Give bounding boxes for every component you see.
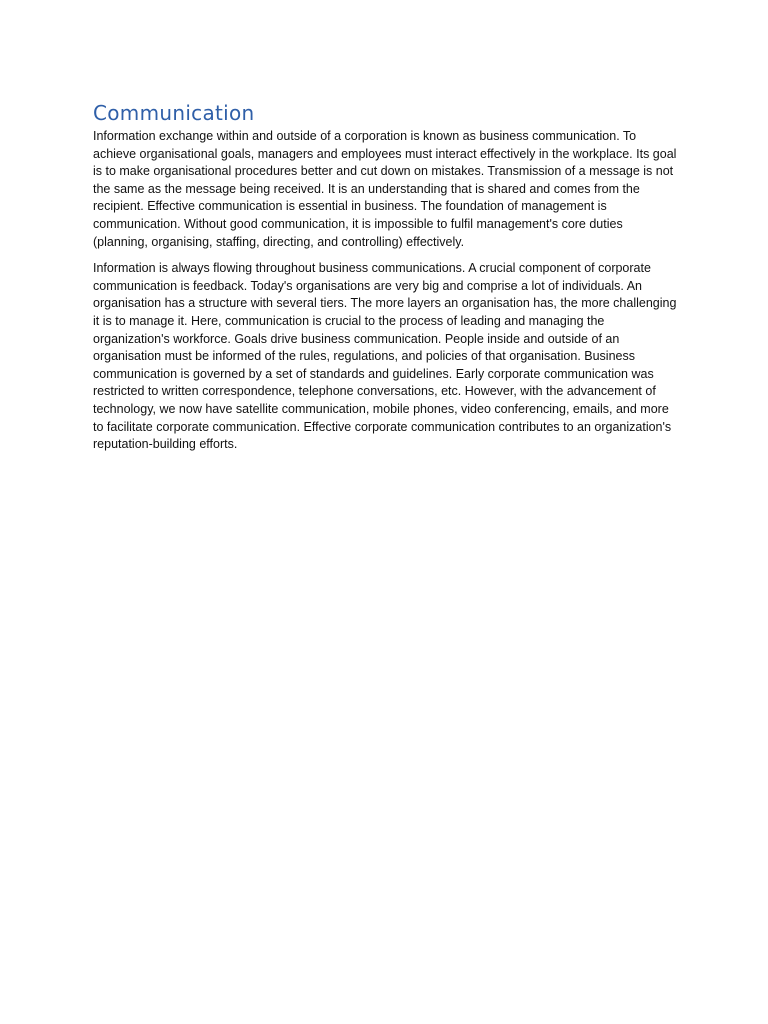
document-heading: Communication [93, 101, 255, 125]
paragraph-2: Information is always flowing throughout business communications. A crucial component of corporate communication is feedback. Today's organisations are very big and comprise a lot of individuals. An organisation has a structure with several tiers. The more layers an organisation has, the more challenging it is to manage it. Here, communication is crucial to the process of leading and managing the organization's workforce. Goals drive business communication. People inside and outside of an organisation must be informed of the rules, regulations, and policies of that organisation. Business communication is governed by a set of standards and guidelines. Early corporate communication was restricted to written correspondence, telephone conversations, etc. However, with the advancement of technology, we now have satellite communication, mobile phones, video conferencing, emails, and more to facilitate corporate communication. Effective corporate communication contributes to an organization's reputation-building efforts. [93, 261, 677, 452]
paragraph-1: Information exchange within and outside of a corporation is known as business communication. To achieve organisational goals, managers and employees must interact effectively in the workplace. Its goal is to make organisational procedures better and cut down on mistakes. Transmission of a message is not the same as the message being received. It is an understanding that is shared and comes from the recipient. Effective communication is essential in business. The foundation of management is communication. Without good communication, it is impossible to fulfil management's core duties (planning, organising, staffing, directing, and controlling) effectively. [93, 129, 677, 249]
document-body [93, 100, 677, 463]
